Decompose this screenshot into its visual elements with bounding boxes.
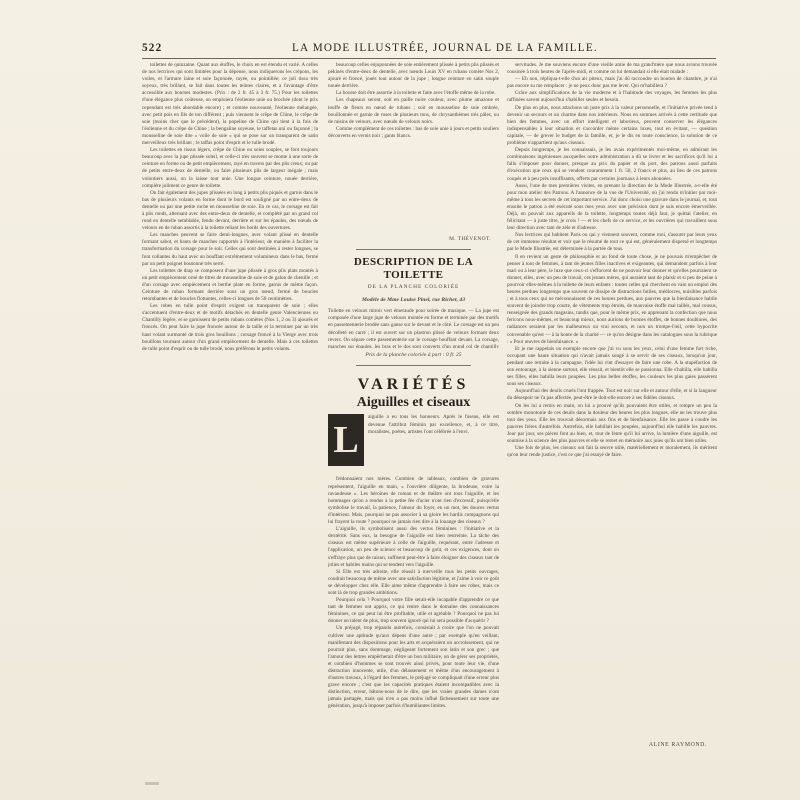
paragraph: On fait également des jupes plissées en long à petits plis piqués et garnis dans le bas de plusieurs volants en forme dont le bord est souligné par un entre-deux de dentelle ou par une petite ruche en mousseline de soie. En ce cas, le corsage est fait à plis ronds, alternant avec des entre-deux de dentelle, et complété par un grand col rond en dentelle semblable, fendu devant, derrière et sur les épaules, des nœuds de velours en de ruban assortis à la toilette reliant les bords des ouvertures. (142, 189, 318, 232)
paragraph: Une fois de plus, les ciseaux ont fait la œuvre utile, matériellement et moralement, ils méritent qu'on leur rende justice, c'est ce que j'ai essayé de faire. (507, 445, 717, 459)
column-middle (328, 62, 499, 764)
journal-title: LA MODE ILLUSTRÉE, JOURNAL DE LA FAMILLE. (292, 42, 598, 54)
paragraph: Les toilettes en tissus légers, crêpe de Chine ou soies souples, se font toujours beaucoup avec la jupe plissée soleil, et celle-ci très souvent se monte à une sorte de ceinture en forme ou de petit empiècement, rayé en travers par des plis creux; ou par de petits entre-deux de dentelle, ou faire plusieurs plis de largeur inégale ; mais volontiers aussi, on la laisse tout unie. Une longue ceinture, nouée derrière, complète joliment ce genre de toilette. (142, 147, 318, 189)
author-signature: ALINE RAYMOND. (648, 742, 707, 748)
paragraph: toilettes de quinzaine. Quant aux étoffes, le choix en est étendu et varié. A celles de nos lectrices qui sont limitées pour la dépense, nous indiquerons les crépons, les voiles, et l'armure laine et soie façonnée, rayée, ou pointillée; ce joli tissu très soyeux, très brillant, se fait dans toutes les teintes claires, et a l'avantage d'être accessible aux bourses modestes. (Prix : de 2 fr. 45 à 3 fr. 75.) Pour les toilettes d'une élégance plus coûteuse, on emploiera l'éolienne unie ou brochée (dont le prix cependant est très abordable encore) ; et comme nouveauté, l'éolienne mélangée, avec petit pois en fils de ton différent ; puis viennent le crêpe de Chine, le crêpe de soie (moins cher que le précédent), la popeline de Chine qui tient à la fois de l'éolienne et du crêpe de Chine ; la bengaline soyeuse, le taffetas uni ou façonné ; la mousseline de soie dite « voile de soie » qui se pose sur un transparent de satin merveilleux très brillant ; le taffas point d'esprit et le tulle brodé. (142, 62, 318, 147)
article-title: Aiguilles et ciseaux (356, 395, 471, 411)
paragraph: frédonnaient nos mères. Combien de tableaux, combien de gravures représentent, l'aiguille en main, « l'ouvrière diligente, la brodeuse, voire la ravaudeuse ». Les héroïnes de roman et de théâtre ont tous l'aiguille, et les hommages qu'on a rendus à la petite fée d'acier n'ont rien d'excessif, puisqu'elle symbolise le travail, la patience, l'amour du foyer, en un mot, les douces vertus d'intérieur. Mais, pourquoi ne pas associer à sa gloire les hardis compagnons qui lui frayent la route ? pourquoi ne jamais rien dire à la louange des ciseaux ? (328, 476, 499, 526)
paragraph: Comme complément de ces toilettes : bas de soie unie à jours et petits souliers découverts en vernis noir ; gants blancs. (328, 125, 499, 139)
paragraph: Un préjugé, trop répandu autrefois, consistait à croire que l'on ne pouvait cultiver une aptitude qu'aux dépens d'une autre ; par exemple qu'en veillant, manifestant des dispositions pour les arts et acquéraient un accroissement, qui ne pourrait plus, sans dommage, négligeant fortement son latin et son grec ; que l'amour des lettres empêcherait d'être un bon militaire, un de gérer ses propriétés, et combien d'hommes se sont trouvés ainsi privés, pour toute leur vie, d'une distraction innocente, utile, d'un délassement et même d'un encouragement à d'autres travaux, à l'égard des femmes, le préjugé se compliquait d'une erreur plus grave encore ; c'est que les capacités pratiques étaient incompatibles avec la distinction, erreur, bâtons-nous de le dire, que les vraies grandes dames n'ont jamais partagée, mais qui n'en a pas moins influé fâcheusement sur toute une génération, jusqu'à imposer parfois d'humiliantes limites. (328, 625, 499, 710)
article-opening (328, 414, 499, 474)
paragraph: Aussi, l'une de mes premières visites, en prenant la direction de la Mode Illustrée, a-t-elle été pour mon atelier des Patrons. A l'annonce de la vue de l'Université, où j'ai rendu m'initier par moi-même à tous les secrets de cet important service. J'ai donc choisi une gravure dans le journal, et, tout ensuite le patron a été exécuté sous mes yeux avec une précision dont je suis encore émerveillée. Déjà, on pouvait aux appareils de la toilette, longtemps toutes déjà faut, je quittai l'atelier, en félicitant — à juste titre, je crois ! — et les chefs de ce service, et les ouvrières qui travaillent sous leur direction avec tant de zèle et d'adresse. (507, 182, 717, 232)
paragraph: Nos lectrices qui habitent Paris ou qui y viennent souvent, comme moi, s'assurer par leurs yeux de cet immense résultat et voir que le résumé de tout ce qui est, généralement dispersé et longtemps par le Mode Illustrée, est déterminée à la portée de tous. (507, 232, 717, 253)
paragraph: Les toilettes de drap se composent d'une jupe plissée à gros plis plats montés à un petit empiècement orné de titres de mousseline de soie et de galon de chenille ; et d'un corsage avec empiècement et berthe plate en forme, garnis de même façon. Ceinture de ruban formant derrière sous un gros nœud, fermé de boucles retombantes et de boucles flottantes, celles-ci longues de 50 centimètres. (142, 267, 318, 303)
section-title: VARIÉTÉS (357, 376, 470, 394)
description-title: DESCRIPTION DE LA TOILETTE (353, 256, 474, 282)
paragraph: — Eh non, répliqua-t-elle d'un air piteux, mais j'ai dû raccoudre un bouton de chambre, je n'ai pas encore su me remplacer : je ne peux donc pas me lever. Qui m'habillera ? (507, 76, 717, 90)
column-left (142, 62, 318, 762)
paragraph: De plus en plus, nous attachons un juste prix à la valeur personnelle, et l'initiative privée tend à devenir un secours et un charme dans nos intérieurs. Nous en sommes arrivés à cette certitude que bien des femmes, avec un effort intelligent et laborieux, peuvent conserver les élégances indispensables à leur situation et s'accorder même certains luxes, tout en évitant, — question capitale, — de grever le budget de la famille, et, je le dis en toute conscience, la solution de ce problème n'appartient qu'aux ciseaux. (507, 104, 717, 147)
article-lead: aiguille a eu tous les honneurs. Après le fuseau, elle est devenue l'attribut féminin par excellence, et, à ce titre, moralistes, poètes, artistes l'ont célébrée à l'envi. (368, 414, 499, 435)
description-model: Modèle de Mme Louise Pinel, rue Richer, 43 (361, 297, 465, 304)
page-header (142, 42, 716, 59)
paragraph: servitudes. Je me souviens encore d'une vieille amie de ma grand'mère que nous avions trouvée cousinée à trois heures de l'après-midi, et comme on lui demandait si elle était malade : (507, 62, 717, 76)
description-subtitle: DE LA PLANCHE COLORIÉE (367, 284, 460, 291)
page-mark (145, 782, 159, 785)
paragraph: Grâce aux simplifications de la vie moderne et à l'habitude des voyages, les femmes les plus raffinées savent aujourd'hui s'habiller seules et besoin. (507, 90, 717, 104)
dropcap-letter: L (328, 414, 364, 466)
divider (356, 365, 471, 366)
paragraph: Les manches peuvent se faire demi-longues, avec volant plissé en dentelle formant sabot, et hauts de manches rapportés à l'intérieur, de manière à faciliter la transformation du corsage pour le soir. Celles qui sont destinées à rester longues, se font collantes du haut avec un bouffant extrêmement volumineux dans le bas, fermé par un petit poignet boutonné très serré. (142, 232, 318, 267)
paragraph: On les lui a remis en main, on lui a prouvé qu'ils pouvaient être utiles, et rompre un peu la sombre monotonie de ces deuils dans la douleur des heures les plus longues, elle ne les trouve plus tout des yeux. Elle les trouvait désormais aux fins et de bienfaisance. Elle les passe à coudre les pauvres frères d'autrefois. Autrefois, elle habillait les poupées, aujourd'hui elle habille les pauvres. Jour par jour, ses pièces font au bien, et, tout de fente qu'il lui arrive, la lumière d'une aiguille, est soumise à la science des plus pauvres et elle se remet en mémoire aux joies qu'ils ont bien utiles. (507, 402, 717, 444)
page-number: 522 (142, 42, 163, 54)
paragraph: Pourquoi cela ? Pourquoi votre fille serait-elle incapable d'apprendre ce que tant de femmes ont appris, ce qui rentre dans le domaine des connaissances féminines, ce qui peut lui être profitable, utile et agréable ? Pourquoi ne pas lui donner un talent de plus, trop souvent ignoré qui lui sera possible d'acquérir ? (328, 597, 499, 625)
article-body (328, 476, 499, 764)
paragraph: Si Elle est très adroite, elle réussit à merveille tous les petits ouvrages, coudrait beaucoup de même avec une satisfaction légitime, et j'aime à voir ce goût se développer chez elle. Elle aime même d'apprendre à faire ses robes, mais ce sont là de trop grandes ambitions. (328, 568, 499, 596)
paragraph: Aujourd'hui des deuils cruels l'ont frappée. Tout est noir sur elle et autour d'elle, et si la langueur du désespoir ne l'a pas affectée, peut-être le doit-elle encore à ses fidèles ciseaux. (507, 388, 717, 402)
description-price: Prix de la planche coloriée à part : 0 fr. 25 (365, 352, 462, 359)
paragraph: beaucoup celles enjuponnées de soie entièrement plissée à petits plis plissés et pékinés d'entre-deux de dentelle, avec nœuds Louis XV en rubans comète Nos 2, ajouré et froncé, joués tout autour de la jupe ; longue ceinture en satin souple nouée derrière. (328, 62, 499, 90)
divider (356, 249, 471, 250)
paragraph: La bourse doit être assortie à la toilette et faite avec l'étoffe même de la robe. (336, 90, 496, 97)
author-signature: M. THÉVENOT. (449, 236, 491, 242)
paragraph: Les robes en tulle point d'esprit exigent un transparent de soie ; elles s'accentuent d'entre-deux et de motifs détachés en dentelle genre Valenciennes ou Chantilly légère, et se garnissent de petits rubans comètes (Nos 1, 2 ou 3) ajourés et froncés. On peut faire la jupe froncée autour de la taille et la terminer par un très haut volant surmonté de trois gros bouillons ; corsage froncé à la Vierge avec trois bouillons tournant autour d'un grand empiècement de dentelle. Mais à ces toilettes de tulle point d'esprit ou de tulle brodé, nous préférons le petits volants. (142, 303, 318, 352)
fashion-article-end (328, 62, 499, 234)
description-body: Toilette en velours miroir vert émeraude pour soirée de musique. — La jupe est composée d'une large jupe de velours montée en forme et terminée par des motifs en passementerie brodée sans ganse sur le devant et le côté. Le corsage est un peu décolleté en carré ; il est ouvert sur un plastron plissé de velours formant deux revers. On sépare cette passementerie sur le corsage bouffant devant. La corsage, manches sur épaules, les bras et le dos sont couverts d'un grand col de chantilly (328, 308, 499, 349)
paragraph: Depuis longtemps, je les connaissais, je les avais expérimentés moi-même, en admirant les combinaisons ingénieuses auxquelles notre administration a dû se livrer et les sacrifices qu'il lui a fallu s'imposer pour donner, presque au prix du papier et du port, des patrons aussi parfaits d'exécution que ceux qui se vendent couramment 1 fr. 50, 2 francs et plus, au lieu de ces patrons coupés et à peu près insuffisants, offerts par certains journaux à leurs abonnées. (507, 147, 717, 182)
paragraph: Les chapeaux seront, soit en paille noire couleur, avec plume amazone et touffe de fleurs en nœud de rubans ; soit en mousseline de soie ombrée, bouillonnée et garnie de roses de plusieurs tons, de chrysanthèmes très pâles, ou de raisins de velours, avec nœuds de velours noirs. (328, 97, 499, 125)
column-right (507, 62, 717, 764)
paragraph: Il en revient un geste de philosophie et au fond de toute chose, je ne pouvais m'empêcher de penser à tout de femmes, à tant de jeunes filles inactives et exigeantes, qui demandent parfois à leur mari ou à leur père, le luxe que ceux-ci s'efforcent de ne pouvoir leur donner et qu'elles pourraient se donner, elles, avec un peu de travail, ces jeunes mères, qui auraient tant de plaisir et si peu de peine à pourvoir elles-mêmes à la toilette de leurs enfants : toutes celles qui cherchent en vain un emploi des heures perdues longtemps que souvent ne dissipe de distractions futiles, médiocres, nuisibles parfois ; et à tous ceux qui ne méconnaissent de ces heures perdues, aux pauvres que la bienfaisance habile souvent de joindre trop courte, de vêtements trop étroits, de mauvaise étoffe mal taillés, mal cousus, renseignée des grands magasins, tandis que, pour le même prix, en apprenant la confection que nous fericons nous-mêmes, et beaucoup mieux, nous aurions de bonnes étoffes, de bonnes doublures, des radiances seraient par les malheureux un vrai secours, et non un trompe-l'œil, cette hypocrite convenable qu'est — à la honte de la charité — ce qu'on désigne dans les catalogues sous la rubrique : « Pour œuvres de bienfaisance. » (507, 253, 717, 345)
paragraph: Et je me rappelais un exemple encore que j'ai vu sous les yeux, celui d'une femme fort riche, occupant une haute situation qui n'avait jamais songé à se servir de ses ciseaux, lorsqu'un jour, pendant une retraite à la campagne, l'idée lui vint d'essayer de faire une robe. A la stupéfaction de son entourage, à la sienne surtout, elle réussit, et bientôt elle se passionna. Elle s'habilla, elle habilla ses filles, elles habilla leurs poupées. Les plus belles étoffes, les couleurs les plus gaies passèrent sous ses ciseaux. (507, 345, 717, 388)
paragraph: L'aiguille, ils symbolisent aussi des vertus féminines : l'initiative et la dextérité. Sans eux, la besogne de l'aiguille est bien restreinte. La tâche des ciseaux est même supérieure à celle de l'aiguille, requérant, entre l'adresse et l'application, un peu de science et beaucoup de goût, et ces exigences, dont on s'effraye plus que de raison, suffisent peut-être à faire éloigner des ciseaux tant de jolies et habiles mains qui se tendent vers l'aiguille. (328, 526, 499, 568)
